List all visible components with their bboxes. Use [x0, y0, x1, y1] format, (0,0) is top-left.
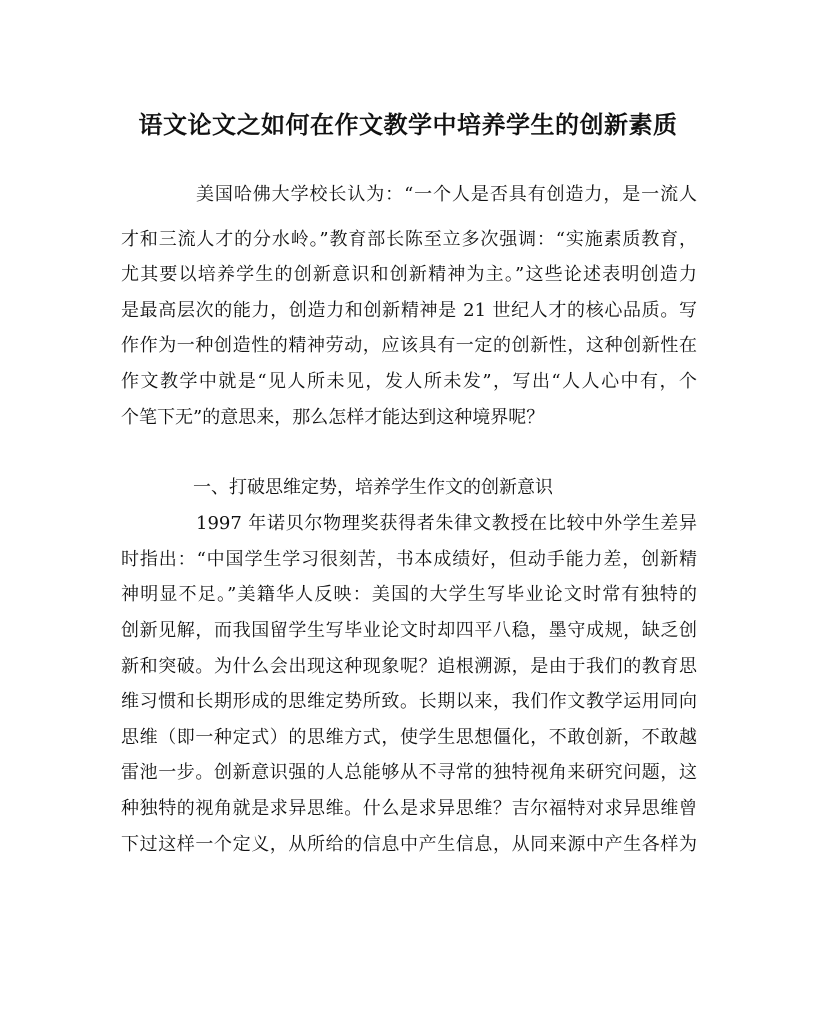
text-line: 个笔下无”的意思来，那么怎样才能达到这种境界呢？ — [121, 407, 545, 428]
text-line: 作文教学中就是“见人所未见，发人所未发”，写出“人人心中有，个 — [121, 371, 697, 392]
text-line: 下过这样一个定义，从所给的信息中产生信息，从同来源中产生各样为 — [121, 834, 697, 855]
text-line: 思维（即一种定式）的思维方式，使学生思想僵化，不敢创新，不敢越 — [121, 727, 697, 748]
document-title: 语文论文之如何在作文教学中培养学生的创新素质 — [138, 110, 678, 139]
text-line: 是最高层次的能力，创造力和创新精神是 21 世纪人才的核心品质。写 — [121, 300, 697, 321]
section-heading: 一、打破思维定势，培养学生作文的创新意识 — [193, 477, 553, 498]
text-line: 雷池一步。创新意识强的人总能够从不寻常的独特视角来研究问题，这 — [121, 762, 697, 783]
text-line: 创新见解，而我国留学生写毕业论文时却四平八稳，墨守成规，缺乏创 — [121, 620, 697, 641]
text-line: 作作为一种创造性的精神劳动，应该具有一定的创新性，这种创新性在 — [121, 335, 697, 356]
text-line: 美国哈佛大学校长认为：“一个人是否具有创造力，是一流人 — [196, 184, 697, 205]
text-line: 新和突破。为什么会出现这种现象呢？追根溯源，是由于我们的教育思 — [121, 656, 697, 677]
text-line: 才和三流人才的分水岭。”教育部长陈至立多次强调：“实施素质教育， — [121, 229, 697, 250]
text-line: 种独特的视角就是求异思维。什么是求异思维？吉尔福特对求异思维曾 — [121, 798, 697, 819]
text-line: 尤其要以培养学生的创新意识和创新精神为主。”这些论述表明创造力 — [121, 264, 697, 285]
text-line: 时指出：“中国学生学习很刻苦，书本成绩好，但动手能力差，创新精 — [121, 549, 697, 570]
text-line: 1997 年诺贝尔物理奖获得者朱律文教授在比较中外学生差异 — [196, 513, 697, 534]
text-line: 维习惯和长期形成的思维定势所致。长期以来，我们作文教学运用同向 — [121, 691, 697, 712]
text-line: 神明显不足。”美籍华人反映：美国的大学生写毕业论文时常有独特的 — [121, 584, 697, 605]
